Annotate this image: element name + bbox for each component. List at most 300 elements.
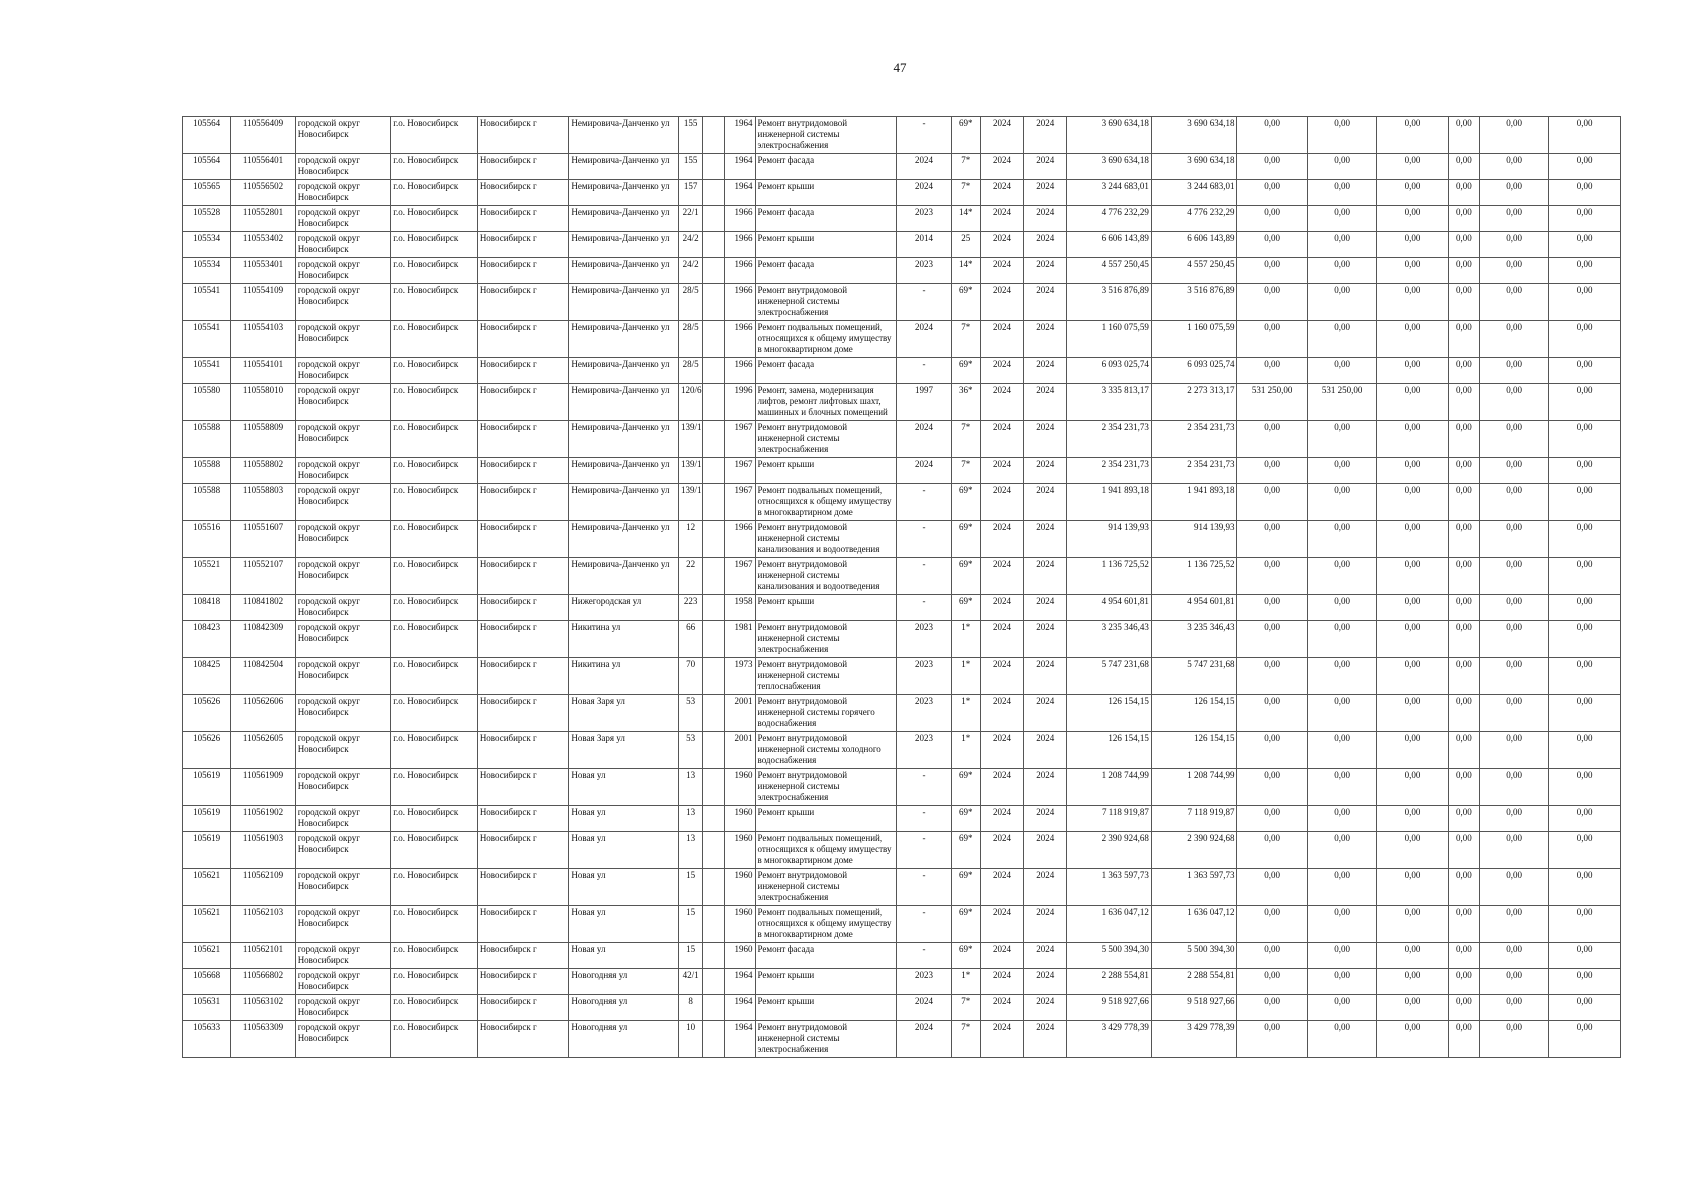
local-cell: 0,00 xyxy=(1377,358,1448,384)
owners-cell: 0,00 xyxy=(1479,206,1548,232)
other-cell: 0,00 xyxy=(1448,695,1479,732)
municipality-cell: г.о. Новосибирск xyxy=(391,421,478,458)
fund-cost-cell: 7 118 919,87 xyxy=(1151,806,1237,832)
owners-cell: 0,00 xyxy=(1479,906,1548,943)
total-cost-cell: 5 500 394,30 xyxy=(1067,943,1152,969)
subsidy-cell: 0,00 xyxy=(1237,969,1307,995)
work-code-cell: 110553401 xyxy=(231,258,295,284)
build-year-cell: 1967 xyxy=(725,458,755,484)
building-cell xyxy=(703,695,725,732)
end-year-cell: 2024 xyxy=(1024,906,1067,943)
regional-cell: 0,00 xyxy=(1307,906,1376,943)
build-year-cell: 1966 xyxy=(725,206,755,232)
end-year-cell: 2024 xyxy=(1024,321,1067,358)
total-cost-cell: 6 093 025,74 xyxy=(1067,358,1152,384)
subsidy-cell: 0,00 xyxy=(1237,769,1307,806)
street-cell: Никитина ул xyxy=(569,621,679,658)
build-year-cell: 1967 xyxy=(725,421,755,458)
local-cell: 0,00 xyxy=(1377,321,1448,358)
object-id-cell: 105564 xyxy=(183,154,231,180)
plan-year-cell: 2024 xyxy=(980,458,1023,484)
norm-cell: 69* xyxy=(951,943,980,969)
fund-cost-cell: 2 390 924,68 xyxy=(1151,832,1237,869)
building-cell xyxy=(703,906,725,943)
table-row xyxy=(183,1021,1621,1058)
other-cell: 0,00 xyxy=(1448,321,1479,358)
plan-year-cell: 2024 xyxy=(980,869,1023,906)
norm-cell: 7* xyxy=(951,154,980,180)
work-type-cell: Ремонт внутридомовой инженерной системы электроснабжения xyxy=(755,869,897,906)
extra-cell: 0,00 xyxy=(1549,180,1621,206)
prev-year-cell: 2023 xyxy=(897,969,951,995)
norm-cell: 69* xyxy=(951,806,980,832)
extra-cell: 0,00 xyxy=(1549,421,1621,458)
table-row xyxy=(183,484,1621,521)
plan-year-cell: 2024 xyxy=(980,1021,1023,1058)
regional-cell: 0,00 xyxy=(1307,658,1376,695)
subsidy-cell: 0,00 xyxy=(1237,521,1307,558)
plan-year-cell: 2024 xyxy=(980,995,1023,1021)
table-row xyxy=(183,558,1621,595)
plan-year-cell: 2024 xyxy=(980,258,1023,284)
work-code-cell: 110558010 xyxy=(231,384,295,421)
end-year-cell: 2024 xyxy=(1024,995,1067,1021)
fund-cost-cell: 2 288 554,81 xyxy=(1151,969,1237,995)
object-id-cell: 105621 xyxy=(183,906,231,943)
other-cell: 0,00 xyxy=(1448,732,1479,769)
object-id-cell: 105516 xyxy=(183,521,231,558)
fund-cost-cell: 1 208 744,99 xyxy=(1151,769,1237,806)
extra-cell: 0,00 xyxy=(1549,358,1621,384)
house-cell: 15 xyxy=(679,869,703,906)
build-year-cell: 1960 xyxy=(725,906,755,943)
norm-cell: 14* xyxy=(951,206,980,232)
municipality-cell: г.о. Новосибирск xyxy=(391,180,478,206)
table-row xyxy=(183,358,1621,384)
prev-year-cell: 2024 xyxy=(897,1021,951,1058)
municipality-cell: г.о. Новосибирск xyxy=(391,621,478,658)
table-row xyxy=(183,832,1621,869)
okrug-cell: городской округ Новосибирск xyxy=(295,232,391,258)
building-cell xyxy=(703,995,725,1021)
street-cell: Никитина ул xyxy=(569,658,679,695)
owners-cell: 0,00 xyxy=(1479,117,1548,154)
norm-cell: 1* xyxy=(951,658,980,695)
other-cell: 0,00 xyxy=(1448,484,1479,521)
total-cost-cell: 1 160 075,59 xyxy=(1067,321,1152,358)
plan-year-cell: 2024 xyxy=(980,154,1023,180)
okrug-cell: городской округ Новосибирск xyxy=(295,154,391,180)
local-cell: 0,00 xyxy=(1377,995,1448,1021)
city-cell: Новосибирск г xyxy=(477,521,569,558)
street-cell: Немировича-Данченко ул xyxy=(569,384,679,421)
work-code-cell: 110561903 xyxy=(231,832,295,869)
fund-cost-cell: 1 136 725,52 xyxy=(1151,558,1237,595)
plan-year-cell: 2024 xyxy=(980,695,1023,732)
work-code-cell: 110554101 xyxy=(231,358,295,384)
okrug-cell: городской округ Новосибирск xyxy=(295,384,391,421)
municipality-cell: г.о. Новосибирск xyxy=(391,558,478,595)
local-cell: 0,00 xyxy=(1377,384,1448,421)
work-type-cell: Ремонт крыши xyxy=(755,995,897,1021)
work-type-cell: Ремонт подвальных помещений, относящихся к общему имуществу в многоквартирном доме xyxy=(755,832,897,869)
owners-cell: 0,00 xyxy=(1479,1021,1548,1058)
end-year-cell: 2024 xyxy=(1024,358,1067,384)
norm-cell: 7* xyxy=(951,458,980,484)
regional-cell: 0,00 xyxy=(1307,1021,1376,1058)
end-year-cell: 2024 xyxy=(1024,732,1067,769)
house-cell: 66 xyxy=(679,621,703,658)
owners-cell: 0,00 xyxy=(1479,869,1548,906)
extra-cell: 0,00 xyxy=(1549,117,1621,154)
house-cell: 70 xyxy=(679,658,703,695)
work-type-cell: Ремонт крыши xyxy=(755,180,897,206)
house-cell: 139/1 xyxy=(679,484,703,521)
local-cell: 0,00 xyxy=(1377,258,1448,284)
other-cell: 0,00 xyxy=(1448,621,1479,658)
work-code-cell: 110558809 xyxy=(231,421,295,458)
work-type-cell: Ремонт фасада xyxy=(755,154,897,180)
building-cell xyxy=(703,117,725,154)
object-id-cell: 105541 xyxy=(183,321,231,358)
end-year-cell: 2024 xyxy=(1024,832,1067,869)
regional-cell: 0,00 xyxy=(1307,321,1376,358)
work-code-cell: 110563102 xyxy=(231,995,295,1021)
fund-cost-cell: 3 235 346,43 xyxy=(1151,621,1237,658)
total-cost-cell: 126 154,15 xyxy=(1067,732,1152,769)
object-id-cell: 105588 xyxy=(183,458,231,484)
municipality-cell: г.о. Новосибирск xyxy=(391,206,478,232)
extra-cell: 0,00 xyxy=(1549,206,1621,232)
city-cell: Новосибирск г xyxy=(477,695,569,732)
extra-cell: 0,00 xyxy=(1549,595,1621,621)
regional-cell: 0,00 xyxy=(1307,117,1376,154)
prev-year-cell: 2023 xyxy=(897,258,951,284)
work-type-cell: Ремонт внутридомовой инженерной системы канализования и водоотведения xyxy=(755,521,897,558)
work-code-cell: 110551607 xyxy=(231,521,295,558)
subsidy-cell: 0,00 xyxy=(1237,321,1307,358)
street-cell: Немировича-Данченко ул xyxy=(569,206,679,232)
okrug-cell: городской округ Новосибирск xyxy=(295,695,391,732)
end-year-cell: 2024 xyxy=(1024,484,1067,521)
object-id-cell: 105668 xyxy=(183,969,231,995)
okrug-cell: городской округ Новосибирск xyxy=(295,658,391,695)
municipality-cell: г.о. Новосибирск xyxy=(391,321,478,358)
other-cell: 0,00 xyxy=(1448,595,1479,621)
end-year-cell: 2024 xyxy=(1024,284,1067,321)
street-cell: Новая ул xyxy=(569,869,679,906)
table-row xyxy=(183,595,1621,621)
subsidy-cell: 0,00 xyxy=(1237,558,1307,595)
work-type-cell: Ремонт крыши xyxy=(755,232,897,258)
house-cell: 28/5 xyxy=(679,284,703,321)
municipality-cell: г.о. Новосибирск xyxy=(391,769,478,806)
fund-cost-cell: 3 690 634,18 xyxy=(1151,154,1237,180)
owners-cell: 0,00 xyxy=(1479,232,1548,258)
owners-cell: 0,00 xyxy=(1479,969,1548,995)
regional-cell: 0,00 xyxy=(1307,421,1376,458)
owners-cell: 0,00 xyxy=(1479,732,1548,769)
building-cell xyxy=(703,154,725,180)
work-code-cell: 110562606 xyxy=(231,695,295,732)
regional-cell: 0,00 xyxy=(1307,806,1376,832)
city-cell: Новосибирск г xyxy=(477,421,569,458)
extra-cell: 0,00 xyxy=(1549,969,1621,995)
extra-cell: 0,00 xyxy=(1549,995,1621,1021)
build-year-cell: 1966 xyxy=(725,232,755,258)
prev-year-cell: - xyxy=(897,284,951,321)
object-id-cell: 108418 xyxy=(183,595,231,621)
fund-cost-cell: 2 273 313,17 xyxy=(1151,384,1237,421)
local-cell: 0,00 xyxy=(1377,732,1448,769)
work-code-cell: 110561909 xyxy=(231,769,295,806)
building-cell xyxy=(703,595,725,621)
house-cell: 120/6 xyxy=(679,384,703,421)
prev-year-cell: 2024 xyxy=(897,458,951,484)
city-cell: Новосибирск г xyxy=(477,117,569,154)
okrug-cell: городской округ Новосибирск xyxy=(295,421,391,458)
extra-cell: 0,00 xyxy=(1549,732,1621,769)
total-cost-cell: 3 516 876,89 xyxy=(1067,284,1152,321)
subsidy-cell: 0,00 xyxy=(1237,832,1307,869)
table-row xyxy=(183,284,1621,321)
okrug-cell: городской округ Новосибирск xyxy=(295,806,391,832)
object-id-cell: 105564 xyxy=(183,117,231,154)
regional-cell: 0,00 xyxy=(1307,558,1376,595)
build-year-cell: 1960 xyxy=(725,943,755,969)
table-row xyxy=(183,117,1621,154)
owners-cell: 0,00 xyxy=(1479,321,1548,358)
okrug-cell: городской округ Новосибирск xyxy=(295,458,391,484)
extra-cell: 0,00 xyxy=(1549,284,1621,321)
extra-cell: 0,00 xyxy=(1549,906,1621,943)
object-id-cell: 105565 xyxy=(183,180,231,206)
total-cost-cell: 4 954 601,81 xyxy=(1067,595,1152,621)
local-cell: 0,00 xyxy=(1377,943,1448,969)
build-year-cell: 1960 xyxy=(725,832,755,869)
other-cell: 0,00 xyxy=(1448,832,1479,869)
regional-cell: 0,00 xyxy=(1307,595,1376,621)
total-cost-cell: 914 139,93 xyxy=(1067,521,1152,558)
regional-cell: 0,00 xyxy=(1307,154,1376,180)
object-id-cell: 105621 xyxy=(183,943,231,969)
object-id-cell: 108425 xyxy=(183,658,231,695)
subsidy-cell: 0,00 xyxy=(1237,458,1307,484)
building-cell xyxy=(703,384,725,421)
other-cell: 0,00 xyxy=(1448,206,1479,232)
other-cell: 0,00 xyxy=(1448,906,1479,943)
work-type-cell: Ремонт внутридомовой инженерной системы электроснабжения xyxy=(755,621,897,658)
object-id-cell: 105619 xyxy=(183,806,231,832)
other-cell: 0,00 xyxy=(1448,806,1479,832)
build-year-cell: 1966 xyxy=(725,321,755,358)
extra-cell: 0,00 xyxy=(1549,869,1621,906)
table-row xyxy=(183,621,1621,658)
work-type-cell: Ремонт фасада xyxy=(755,206,897,232)
street-cell: Новая ул xyxy=(569,943,679,969)
plan-year-cell: 2024 xyxy=(980,806,1023,832)
municipality-cell: г.о. Новосибирск xyxy=(391,806,478,832)
building-cell xyxy=(703,484,725,521)
street-cell: Немировича-Данченко ул xyxy=(569,521,679,558)
object-id-cell: 105626 xyxy=(183,732,231,769)
table-row xyxy=(183,180,1621,206)
plan-year-cell: 2024 xyxy=(980,384,1023,421)
fund-cost-cell: 6 093 025,74 xyxy=(1151,358,1237,384)
end-year-cell: 2024 xyxy=(1024,621,1067,658)
end-year-cell: 2024 xyxy=(1024,1021,1067,1058)
build-year-cell: 1964 xyxy=(725,117,755,154)
okrug-cell: городской округ Новосибирск xyxy=(295,1021,391,1058)
local-cell: 0,00 xyxy=(1377,695,1448,732)
work-code-cell: 110841802 xyxy=(231,595,295,621)
owners-cell: 0,00 xyxy=(1479,154,1548,180)
table-row xyxy=(183,806,1621,832)
work-code-cell: 110556502 xyxy=(231,180,295,206)
okrug-cell: городской округ Новосибирск xyxy=(295,206,391,232)
total-cost-cell: 1 941 893,18 xyxy=(1067,484,1152,521)
street-cell: Немировича-Данченко ул xyxy=(569,180,679,206)
plan-year-cell: 2024 xyxy=(980,284,1023,321)
end-year-cell: 2024 xyxy=(1024,969,1067,995)
owners-cell: 0,00 xyxy=(1479,358,1548,384)
house-cell: 155 xyxy=(679,154,703,180)
house-cell: 223 xyxy=(679,595,703,621)
extra-cell: 0,00 xyxy=(1549,232,1621,258)
extra-cell: 0,00 xyxy=(1549,695,1621,732)
street-cell: Немировича-Данченко ул xyxy=(569,232,679,258)
plan-year-cell: 2024 xyxy=(980,769,1023,806)
street-cell: Немировича-Данченко ул xyxy=(569,458,679,484)
end-year-cell: 2024 xyxy=(1024,458,1067,484)
fund-cost-cell: 126 154,15 xyxy=(1151,695,1237,732)
building-cell xyxy=(703,258,725,284)
city-cell: Новосибирск г xyxy=(477,769,569,806)
table-row xyxy=(183,154,1621,180)
street-cell: Немировича-Данченко ул xyxy=(569,117,679,154)
work-type-cell: Ремонт крыши xyxy=(755,458,897,484)
plan-year-cell: 2024 xyxy=(980,521,1023,558)
subsidy-cell: 0,00 xyxy=(1237,621,1307,658)
total-cost-cell: 3 335 813,17 xyxy=(1067,384,1152,421)
local-cell: 0,00 xyxy=(1377,180,1448,206)
build-year-cell: 1964 xyxy=(725,154,755,180)
prev-year-cell: 1997 xyxy=(897,384,951,421)
total-cost-cell: 1 136 725,52 xyxy=(1067,558,1152,595)
owners-cell: 0,00 xyxy=(1479,180,1548,206)
municipality-cell: г.о. Новосибирск xyxy=(391,695,478,732)
total-cost-cell: 3 235 346,43 xyxy=(1067,621,1152,658)
plan-year-cell: 2024 xyxy=(980,969,1023,995)
other-cell: 0,00 xyxy=(1448,358,1479,384)
table-row xyxy=(183,869,1621,906)
house-cell: 10 xyxy=(679,1021,703,1058)
regional-cell: 0,00 xyxy=(1307,769,1376,806)
end-year-cell: 2024 xyxy=(1024,384,1067,421)
house-cell: 22 xyxy=(679,558,703,595)
building-cell xyxy=(703,458,725,484)
city-cell: Новосибирск г xyxy=(477,806,569,832)
city-cell: Новосибирск г xyxy=(477,206,569,232)
local-cell: 0,00 xyxy=(1377,595,1448,621)
prev-year-cell: 2023 xyxy=(897,732,951,769)
table-row xyxy=(183,521,1621,558)
prev-year-cell: 2023 xyxy=(897,658,951,695)
table-row xyxy=(183,421,1621,458)
street-cell: Новая ул xyxy=(569,806,679,832)
end-year-cell: 2024 xyxy=(1024,117,1067,154)
street-cell: Новая ул xyxy=(569,906,679,943)
fund-cost-cell: 4 557 250,45 xyxy=(1151,258,1237,284)
work-type-cell: Ремонт внутридомовой инженерной системы канализования и водоотведения xyxy=(755,558,897,595)
fund-cost-cell: 3 244 683,01 xyxy=(1151,180,1237,206)
subsidy-cell: 0,00 xyxy=(1237,206,1307,232)
object-id-cell: 105528 xyxy=(183,206,231,232)
city-cell: Новосибирск г xyxy=(477,484,569,521)
fund-cost-cell: 1 941 893,18 xyxy=(1151,484,1237,521)
municipality-cell: г.о. Новосибирск xyxy=(391,521,478,558)
build-year-cell: 2001 xyxy=(725,695,755,732)
total-cost-cell: 4 557 250,45 xyxy=(1067,258,1152,284)
plan-year-cell: 2024 xyxy=(980,321,1023,358)
object-id-cell: 105521 xyxy=(183,558,231,595)
work-type-cell: Ремонт фасада xyxy=(755,358,897,384)
norm-cell: 69* xyxy=(951,284,980,321)
other-cell: 0,00 xyxy=(1448,769,1479,806)
build-year-cell: 1960 xyxy=(725,869,755,906)
norm-cell: 7* xyxy=(951,995,980,1021)
prev-year-cell: - xyxy=(897,358,951,384)
other-cell: 0,00 xyxy=(1448,969,1479,995)
object-id-cell: 105580 xyxy=(183,384,231,421)
total-cost-cell: 2 288 554,81 xyxy=(1067,969,1152,995)
total-cost-cell: 4 776 232,29 xyxy=(1067,206,1152,232)
extra-cell: 0,00 xyxy=(1549,621,1621,658)
street-cell: Нижегородская ул xyxy=(569,595,679,621)
building-cell xyxy=(703,806,725,832)
object-id-cell: 105588 xyxy=(183,484,231,521)
end-year-cell: 2024 xyxy=(1024,521,1067,558)
build-year-cell: 1960 xyxy=(725,769,755,806)
municipality-cell: г.о. Новосибирск xyxy=(391,358,478,384)
okrug-cell: городской округ Новосибирск xyxy=(295,943,391,969)
owners-cell: 0,00 xyxy=(1479,658,1548,695)
owners-cell: 0,00 xyxy=(1479,258,1548,284)
local-cell: 0,00 xyxy=(1377,284,1448,321)
okrug-cell: городской округ Новосибирск xyxy=(295,484,391,521)
end-year-cell: 2024 xyxy=(1024,769,1067,806)
build-year-cell: 1964 xyxy=(725,995,755,1021)
extra-cell: 0,00 xyxy=(1549,558,1621,595)
build-year-cell: 1960 xyxy=(725,806,755,832)
subsidy-cell: 0,00 xyxy=(1237,806,1307,832)
fund-cost-cell: 3 429 778,39 xyxy=(1151,1021,1237,1058)
other-cell: 0,00 xyxy=(1448,117,1479,154)
work-type-cell: Ремонт внутридомовой инженерной системы электроснабжения xyxy=(755,421,897,458)
extra-cell: 0,00 xyxy=(1549,832,1621,869)
fund-cost-cell: 4 776 232,29 xyxy=(1151,206,1237,232)
prev-year-cell: - xyxy=(897,906,951,943)
subsidy-cell: 0,00 xyxy=(1237,284,1307,321)
total-cost-cell: 1 636 047,12 xyxy=(1067,906,1152,943)
local-cell: 0,00 xyxy=(1377,906,1448,943)
fund-cost-cell: 6 606 143,89 xyxy=(1151,232,1237,258)
local-cell: 0,00 xyxy=(1377,658,1448,695)
norm-cell: 69* xyxy=(951,484,980,521)
work-code-cell: 110553402 xyxy=(231,232,295,258)
fund-cost-cell: 126 154,15 xyxy=(1151,732,1237,769)
owners-cell: 0,00 xyxy=(1479,832,1548,869)
